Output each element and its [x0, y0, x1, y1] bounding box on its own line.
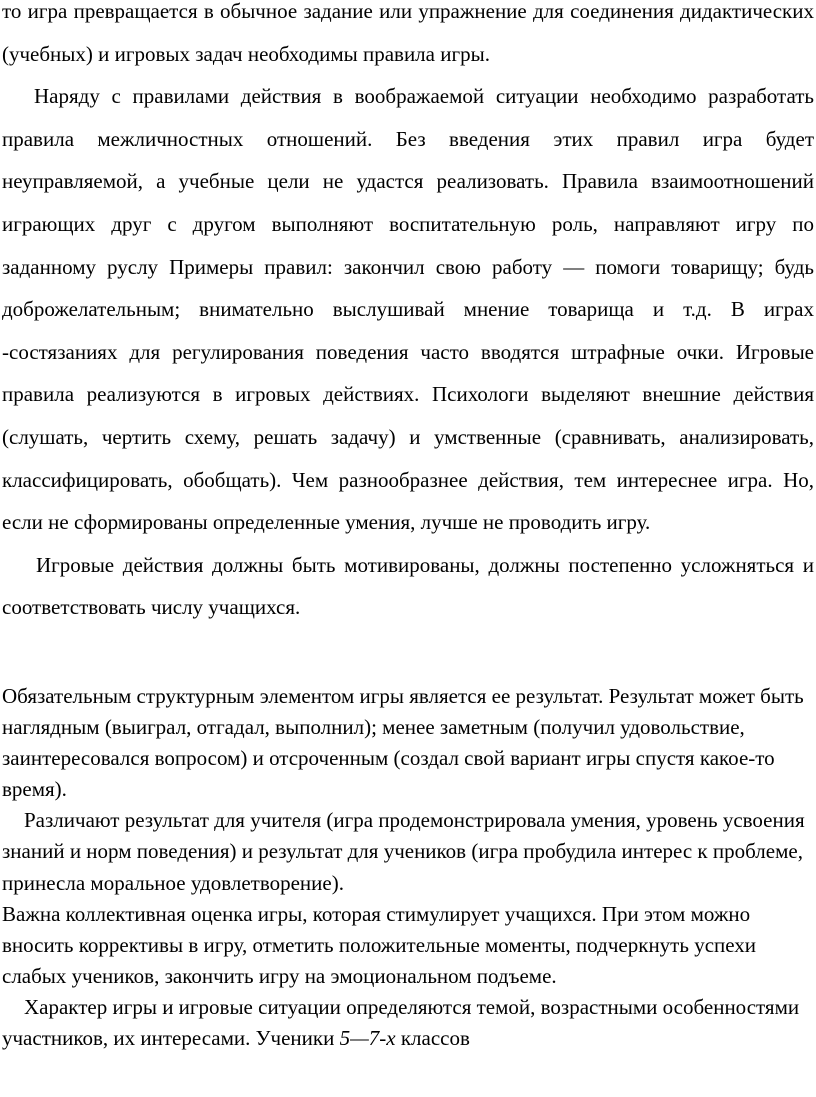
section-single-spaced	[2, 681, 814, 1054]
paragraph-game-actions: Игровые действия должны быть мотивированы, должны постепенно усложняться и соответствовать числу учащихся.	[2, 552, 814, 620]
game-character-text: Характер игры и игровые ситуации определяются темой, возрастными особенностями участников, их интересами. Ученики	[2, 994, 800, 1051]
paragraph-interpersonal-rules: Наряду с правилами действия в воображаемой ситуации необходимо разработать правила межличностных отношений. Без введения этих правил игра будет неуправляемой, а учебные цели не удастся реализовать. Правила взаимоотношений играющих друг с другом выполняют воспитательную роль, направляют игру по заданному руслу Примеры правил: закончил свою работу — помоги товарищу; будь доброжелательным; внимательно выслушивай мнение товарища и т.д. В играх -состязаниях для регулирования поведения часто вводятся штрафные очки. Игровые правила реализуются в игровых действиях. Психологи выделяют внешние действия (слушать, чертить схему, решать задачу) и умственные (сравнивать, анализировать, классифицировать, обобщать). Чем разнообразнее действия, тем интереснее игра. Но, если не сформированы определенные умения, лучше не проводить игру.	[2, 84, 814, 535]
grades-range: 5—7-х	[339, 1026, 396, 1051]
paragraph-game-result: Обязательным структурным элементом игры является ее результат. Результат может быть наглядным (выиграл, отгадал, выполнил); менее заметным (получил удовольствие, заинтересовался вопросом) и отсроченным (создал свой вариант игры спустя какое-то время).	[2, 684, 804, 802]
paragraph-result-types: Различают результат для учителя (игра продемонстрировала умения, уровень усвоения знаний и норм поведения) и результат для учеников (игра пробудила интерес к проблеме, принесла моральное удовлетворение).	[2, 808, 805, 895]
classes-word: классов	[395, 1026, 470, 1051]
section-double-spaced	[2, 0, 814, 629]
paragraph-collective-evaluation: Важна коллективная оценка игры, которая стимулирует учащихся. При этом можно вносить коррективы в игру, отметить положительные моменты, подчеркнуть успехи слабых учеников, закончить игру на эмоциональном подъеме.	[2, 901, 757, 988]
paragraph-game-character	[2, 992, 814, 1054]
paragraph-game-rules-intro: то игра превращается в обычное задание или упражнение для соединения дидактических (учебных) и игровых задач необходимы правила игры.	[2, 0, 814, 66]
